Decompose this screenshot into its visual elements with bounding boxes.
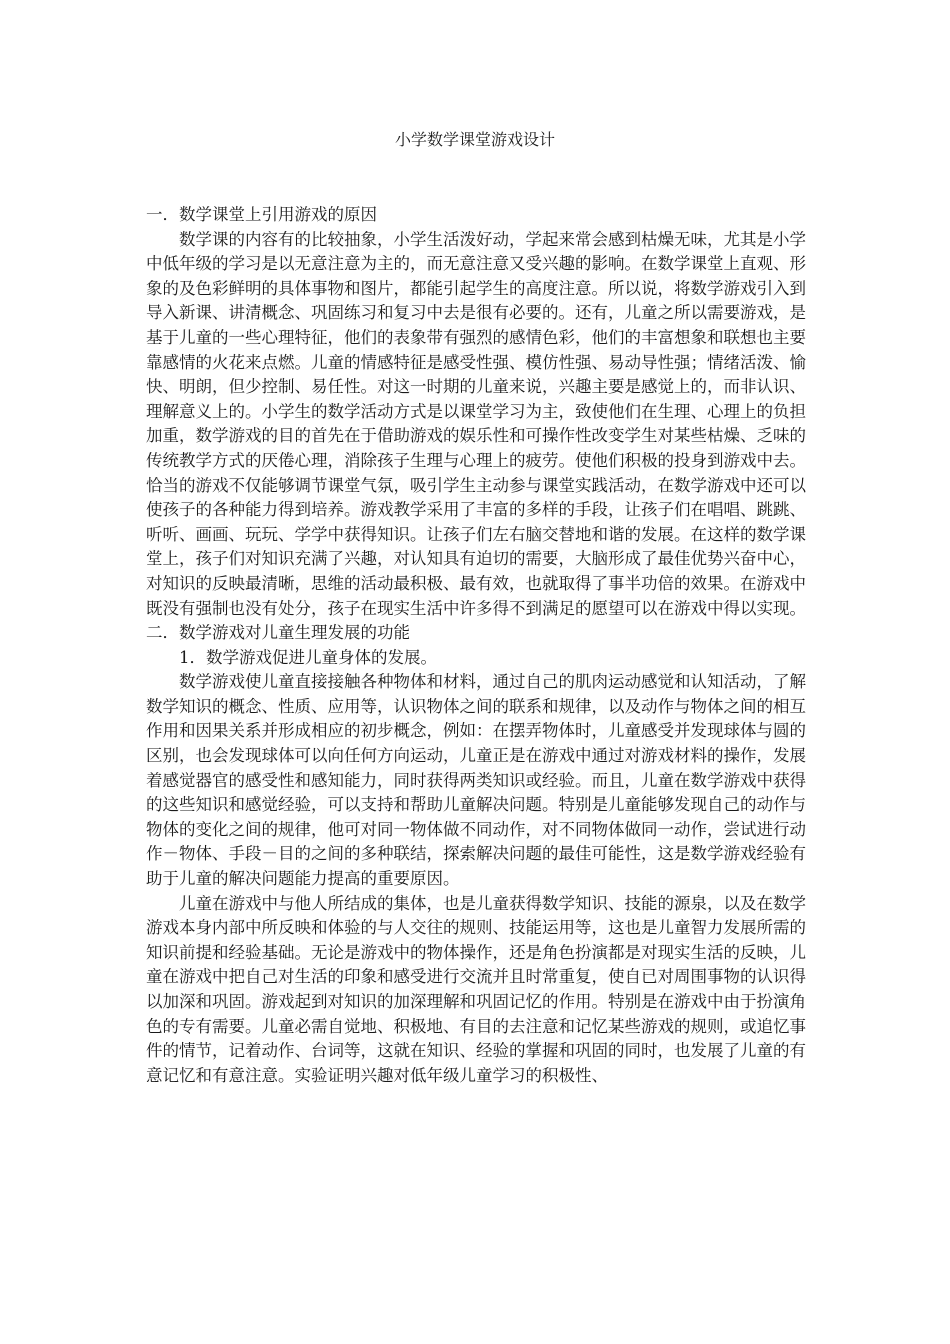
- section-two-paragraph-2: 儿童在游戏中与他人所结成的集体，也是儿童获得数学知识、技能的源泉，以及在数学游戏本身内部中所反映和体验的与人交往的规则、技能运用等，这也是儿童智力发展所需的知识前提和经验基础。无论是游戏中的物体操作，还是角色扮演都是对现实生活的反映，儿童在游戏中把自己对生活的印象和感受进行交流并且时常重复，使自已对周围事物的认识得以加深和巩固。游戏起到对知识的加深理解和巩固记忆的作用。特别是在游戏中由于扮演角色的专有需要。儿童必需自觉地、积极地、有目的去注意和记忆某些游戏的规则，或追忆事件的情节，记着动作、台词等，这就在知识、经验的掌握和巩固的同时，也发展了儿童的有意记忆和有意注意。实验证明兴趣对低年级儿童学习的积极性、: [146, 893, 806, 1085]
- document-body: [146, 203, 806, 1088]
- section-two-subheading: 1．数学游戏促进儿童身体的发展。: [179, 647, 437, 667]
- section-two-heading: 二．数学游戏对儿童生理发展的功能: [146, 623, 410, 643]
- section-one-heading: 一．数学课堂上引用游戏的原因: [146, 205, 377, 224]
- section-two-paragraph-1: 数学游戏使儿童直接接触各种物体和材料，通过自己的肌肉运动感觉和认知活动，了解数学知识的概念、性质、应用等，认识物体之间的联系和规律，以及动作与物体之间的相互作用和因果关系并形成相应的初步概念，例如：在摆弄物体时，儿童感受并发现球体与圆的区别，也会发现球体可以向任何方向运动，儿童正是在游戏中通过对游戏材料的操作，发展着感觉器官的感受性和感知能力，同时获得两类知识或经验。而且，儿童在数学游戏中获得的这些知识和感觉经验，可以支持和帮助儿童解决问题。特别是儿童能够发现自己的动作与物体的变化之间的规律，他可对同一物体做不同动作，对不同物体做同一动作，尝试进行动作－物体、手段－目的之间的多种联结，探索解决问题的最佳可能性，这是数学游戏经验有助于儿童的解决问题能力提高的重要原因。: [146, 672, 806, 889]
- section-one-paragraph: 数学课的内容有的比较抽象，小学生活泼好动，学起来常会感到枯燥无味，尤其是小学中低年级的学习是以无意注意为主的，而无意注意又受兴趣的影响。在数学课堂上直观、形象的及色彩鲜明的具体事物和图片，都能引起学生的高度注意。所以说，将数学游戏引入到导入新课、讲清概念、巩固练习和复习中去是很有必要的。还有，儿童之所以需要游戏，是基于儿童的一些心理特征，他们的表象带有强烈的感情色彩，他们的丰富想象和联想也主要靠感情的火花来点燃。儿童的情感特征是感受性强、模仿性强、易动导性强；情绪活泼、愉快、明朗，但少控制、易任性。对这一时期的儿童来说，兴趣主要是感觉上的，而非认识、理解意义上的。小学生的数学活动方式是以课堂学习为主，致使他们在生理、心理上的负担加重，数学游戏的目的首先在于借助游戏的娱乐性和可操作性改变学生对某些枯燥、乏味的传统教学方式的厌倦心理，消除孩子生理与心理上的疲劳。使他们积极的投身到游戏中去。恰当的游戏不仅能够调节课堂气氛，吸引学生主动参与课堂实践活动，在数学游戏中还可以使孩子的各种能力得到培养。游戏教学采用了丰富的多样的手段，让孩子们在唱唱、跳跳、听听、画画、玩玩、学学中获得知识。让孩子们左右脑交替地和谐的发展。在这样的数学课堂上，孩子们对知识充满了兴趣，对认知具有迫切的需要，大脑形成了最佳优势兴奋中心，对知识的反映最清晰，思维的活动最积极、最有效，也就取得了事半功倍的效果。在游戏中既没有强制也没有处分，孩子在现实生活中许多得不到满足的愿望可以在游戏中得以实现。: [146, 229, 806, 618]
- document-title: 小学数学课堂游戏设计: [394, 130, 555, 149]
